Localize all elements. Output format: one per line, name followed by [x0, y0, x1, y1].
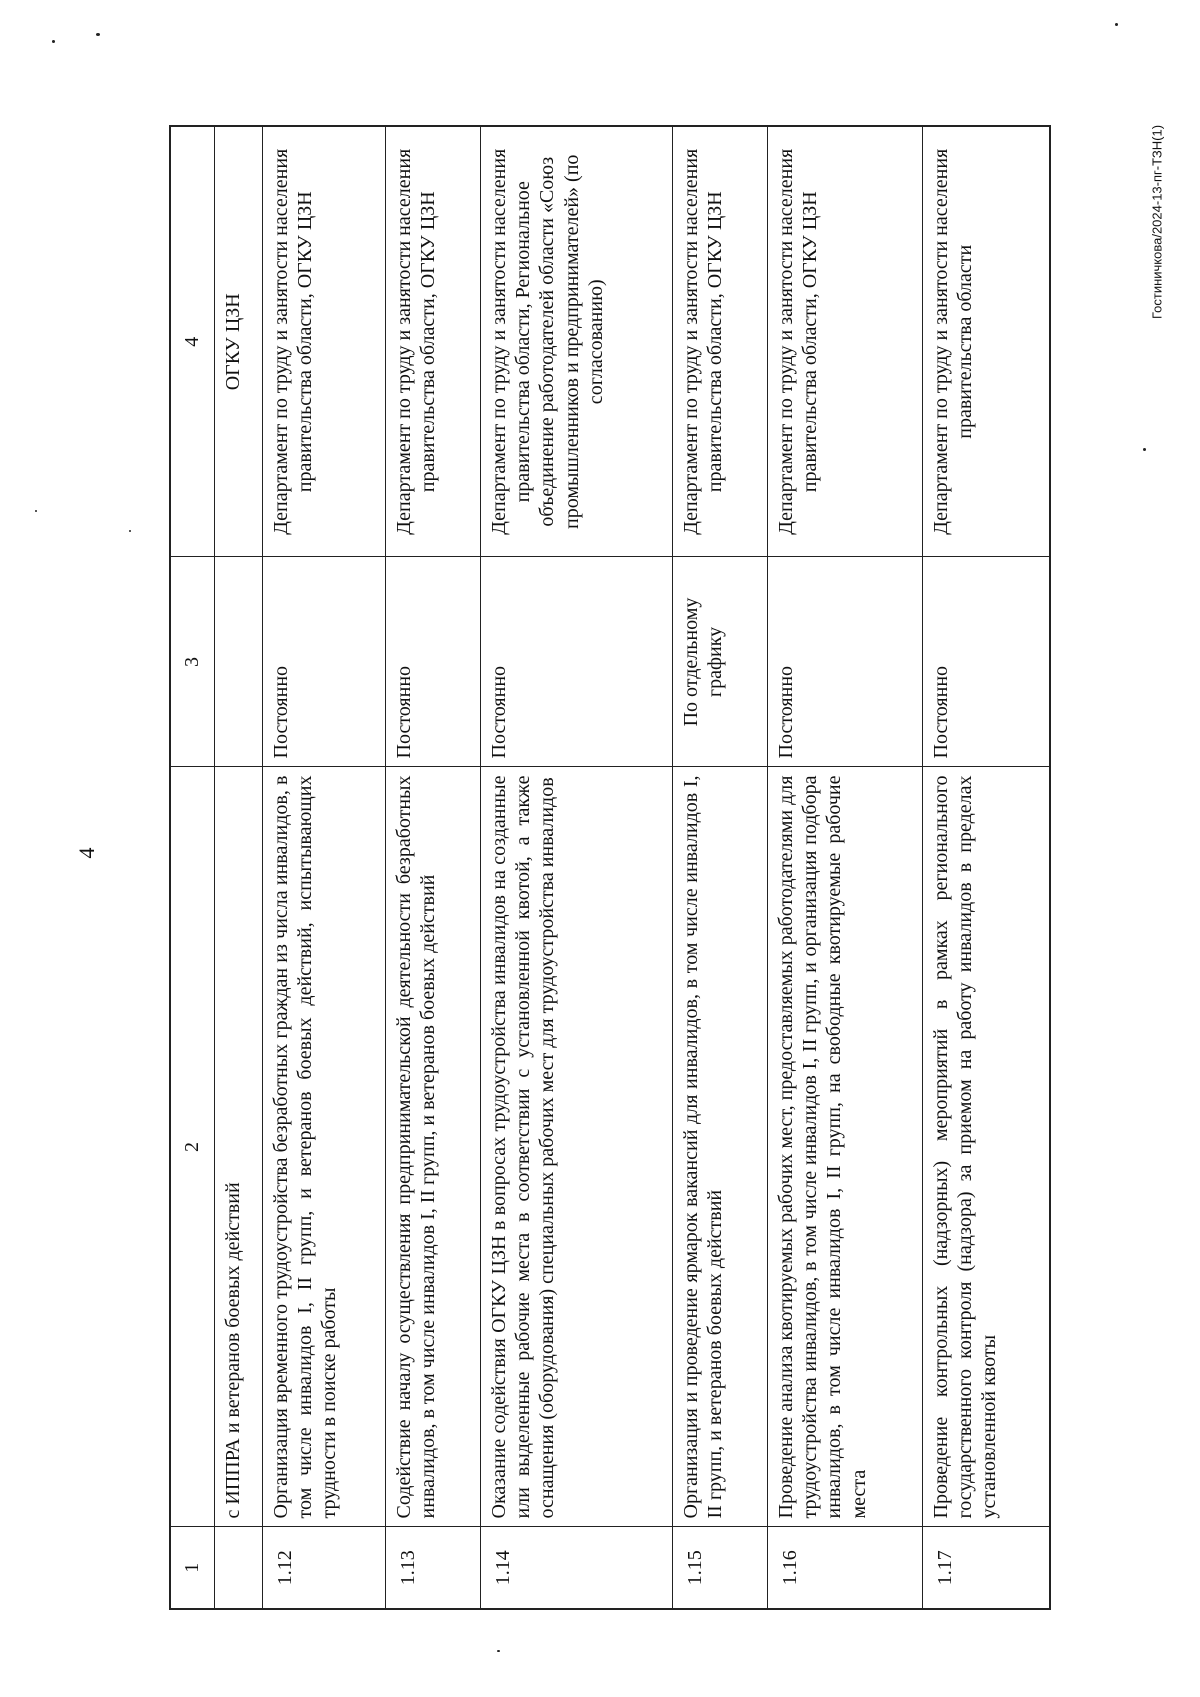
table-row — [767, 126, 922, 1609]
deadline-text — [214, 557, 262, 767]
header-col-3: 3 — [170, 557, 214, 767]
measure-text: Проведение анализа квотируемых рабочих мест, предоставляемых работодателями для трудоустройства инвалидов, в том числе инвалидов I, II групп, и организация подбора инвалидов, в том числе инвалидов I, II групп, на свободные квотируемые рабочие места — [767, 767, 922, 1527]
measure-text: Проведение контрольных (надзорных) мероприятий в рамках регионального государственного контроля (надзора) за приемом на работу инвалидов в пределах установленной квоты — [922, 767, 1050, 1527]
scan-speck — [129, 530, 131, 532]
header-col-4: 4 — [170, 126, 214, 557]
row-number: 1.14 — [480, 1527, 672, 1609]
executors-text: Департамент по труду и занятости населения правительства области, ОГКУ ЦЗН — [385, 126, 480, 557]
executors-text: Департамент по труду и занятости населения правительства области, ОГКУ ЦЗН — [672, 126, 767, 557]
scan-speck — [1143, 448, 1146, 451]
scan-speck — [52, 40, 55, 43]
deadline-text: Постоянно — [767, 557, 922, 767]
header-col-1: 1 — [170, 1527, 214, 1609]
scan-speck — [96, 33, 100, 36]
row-number: 1.13 — [385, 1527, 480, 1609]
header-row — [170, 126, 214, 1609]
table-row — [480, 126, 672, 1609]
deadline-text: Постоянно — [922, 557, 1050, 767]
deadline-text: Постоянно — [480, 557, 672, 767]
executors-text: Департамент по труду и занятости населения правительства области, Региональное объединение работодателей области «Союз промышленников и предпринимателей» (по согласованию) — [480, 126, 672, 557]
scan-speck — [1115, 23, 1118, 26]
document-code: Гостиничкова/2024-13-пг-ТЗН(1) — [1149, 124, 1165, 320]
executors-text: Департамент по труду и занятости населения правительства области, ОГКУ ЦЗН — [767, 126, 922, 557]
measure-text: Организация и проведение ярмарок вакансий для инвалидов, в том числе инвалидов I, II групп, и ветеранов боевых действий — [672, 767, 767, 1527]
table-row — [922, 126, 1050, 1609]
scan-speck — [35, 510, 37, 512]
executors-text: Департамент по труду и занятости населения правительства области, ОГКУ ЦЗН — [262, 126, 385, 557]
measures-table-wrap — [169, 127, 1049, 1610]
row-number: 1.17 — [922, 1527, 1050, 1609]
table-row — [672, 126, 767, 1609]
measures-table — [169, 125, 1051, 1610]
page-number: 4 — [74, 847, 99, 859]
row-number: 1.16 — [767, 1527, 922, 1609]
row-number: 1.15 — [672, 1527, 767, 1609]
table-row — [385, 126, 480, 1609]
executors-text: ОГКУ ЦЗН — [214, 126, 262, 557]
table-row — [262, 126, 385, 1609]
executors-text: Департамент по труду и занятости населения правительства области — [922, 126, 1050, 557]
measure-text: Содействие началу осуществления предпринимательской деятельности безработных инвалидов, в том числе инвалидов I, II групп, и ветеранов боевых действий — [385, 767, 480, 1527]
measure-text: Организация временного трудоустройства безработных граждан из числа инвалидов, в том числе инвалидов I, II групп, и ветеранов боевых действий, испытывающих трудности в поиске работы — [262, 767, 385, 1527]
measure-text: с ИППРА и ветеранов боевых действий — [214, 767, 262, 1527]
deadline-text: Постоянно — [262, 557, 385, 767]
deadline-text: По отдельному графику — [672, 557, 767, 767]
row-number: 1.12 — [262, 1527, 385, 1609]
continuation-row — [214, 126, 262, 1609]
measure-text: Оказание содействия ОГКУ ЦЗН в вопросах трудоустройства инвалидов на созданные или выделенные рабочие места в соответствии с установленной квотой, а также оснащения (оборудования) специальных рабочих мест для трудоустройства инвалидов — [480, 767, 672, 1527]
scan-speck — [497, 1650, 500, 1652]
row-number — [214, 1527, 262, 1609]
header-col-2: 2 — [170, 767, 214, 1527]
deadline-text: Постоянно — [385, 557, 480, 767]
